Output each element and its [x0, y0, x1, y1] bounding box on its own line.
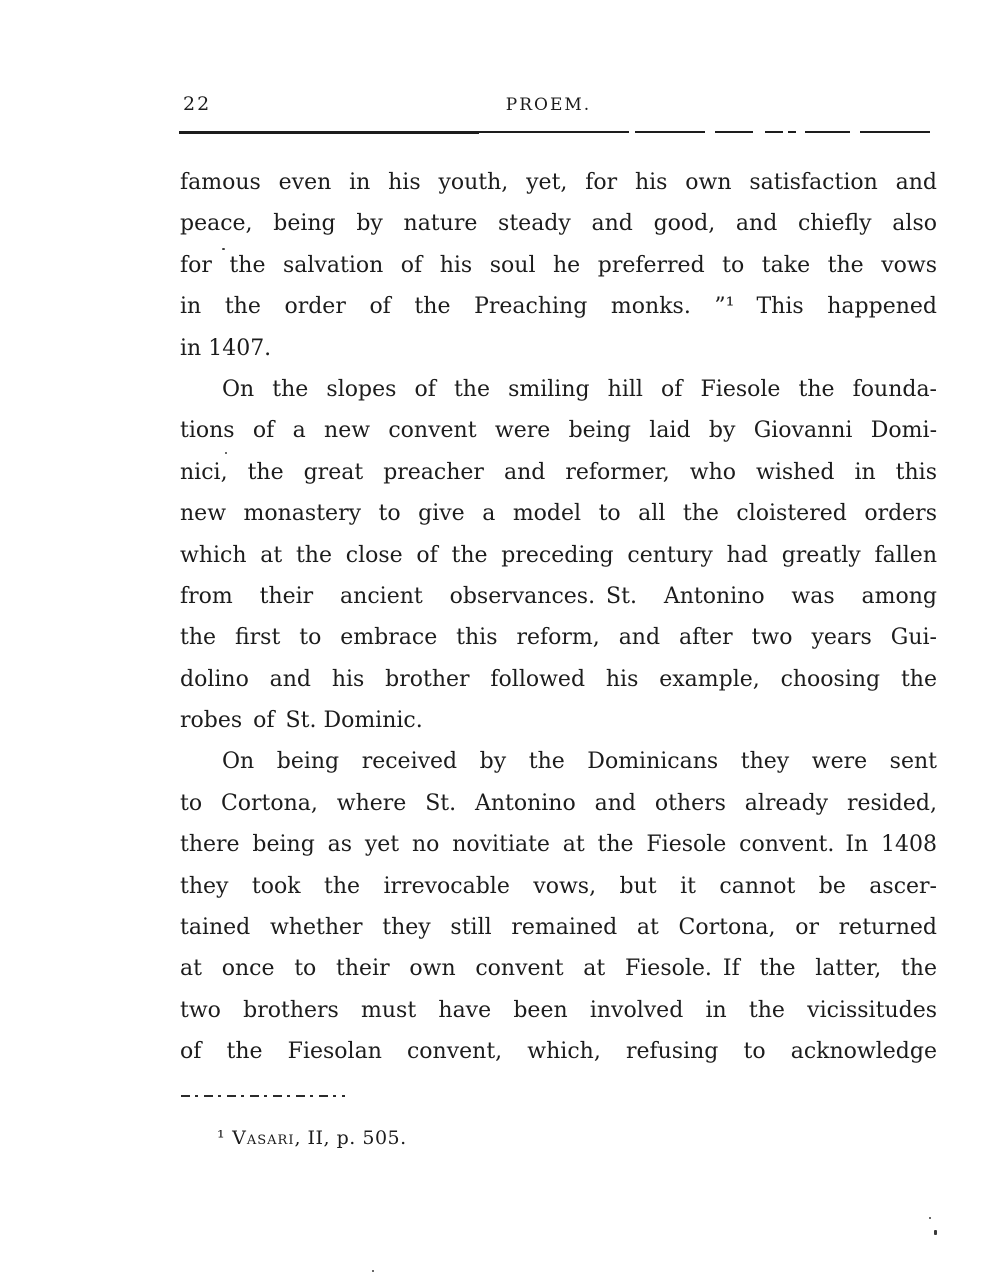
text-line: the first to embrace this reform, and after two years Gui-: [180, 625, 937, 651]
footnote-marker: ¹: [217, 1127, 226, 1149]
text-line: which at the close of the preceding century had greatly fallen: [180, 542, 937, 568]
scan-speck: [225, 452, 227, 454]
footnote-detail: , II, p. 505.: [294, 1127, 407, 1149]
scan-speck: [222, 248, 225, 250]
text-line: On the slopes of the smiling hill of Fiesole the founda-: [222, 376, 937, 402]
running-head-title: PROEM.: [505, 95, 592, 115]
header-rule: [179, 130, 936, 134]
paragraph: [180, 162, 937, 369]
text-line: nici, the great preacher and reformer, who wished in this: [180, 459, 937, 485]
paragraph: [180, 369, 937, 742]
text-line: to Cortona, where St. Antonino and others already resided,: [180, 790, 937, 816]
text-line: from their ancient observances. St. Antonino was among: [180, 583, 937, 609]
text-line: for the salvation of his soul he preferred to take the vows: [180, 252, 937, 278]
text-line: new monastery to give a model to all the cloistered orders: [180, 501, 937, 527]
scan-speck: [372, 1270, 374, 1272]
footnote-rule: [181, 1095, 345, 1097]
text-line: tions of a new convent were being laid by Giovanni Domi-: [180, 418, 937, 444]
scan-speck: [929, 1217, 931, 1219]
text-line: tained whether they still remained at Cortona, or returned: [180, 915, 937, 941]
text-line: in the order of the Preaching monks. ”¹ This happened: [180, 294, 937, 320]
text-line: there being as yet no novitiate at the Fiesole convent. In 1408: [180, 832, 937, 858]
paragraph: [180, 741, 937, 1072]
text-line: peace, being by nature steady and good, and chiefly also: [180, 211, 937, 237]
text-line: at once to their own convent at Fiesole. If the latter, the: [180, 956, 937, 982]
text-line: dolino and his brother followed his example, choosing the: [180, 666, 937, 692]
text-line: of the Fiesolan convent, which, refusing to acknowledge: [180, 1039, 937, 1065]
text-line: in 1407.: [180, 335, 272, 361]
footnote-author: Vasari: [232, 1127, 295, 1149]
scan-speck: [934, 1230, 937, 1235]
text-line: famous even in his youth, yet, for his own satisfaction and: [180, 170, 937, 195]
text-line: robes of St. Dominic.: [180, 708, 423, 734]
footnote: [217, 1127, 407, 1149]
text-line: they took the irrevocable vows, but it cannot be ascer-: [180, 873, 937, 899]
text-line: two brothers must have been involved in the vicissitudes: [180, 997, 937, 1023]
text-line: On being received by the Dominicans they were sent: [222, 749, 937, 775]
page-number: 22: [183, 93, 212, 115]
body-text: [180, 162, 937, 1073]
